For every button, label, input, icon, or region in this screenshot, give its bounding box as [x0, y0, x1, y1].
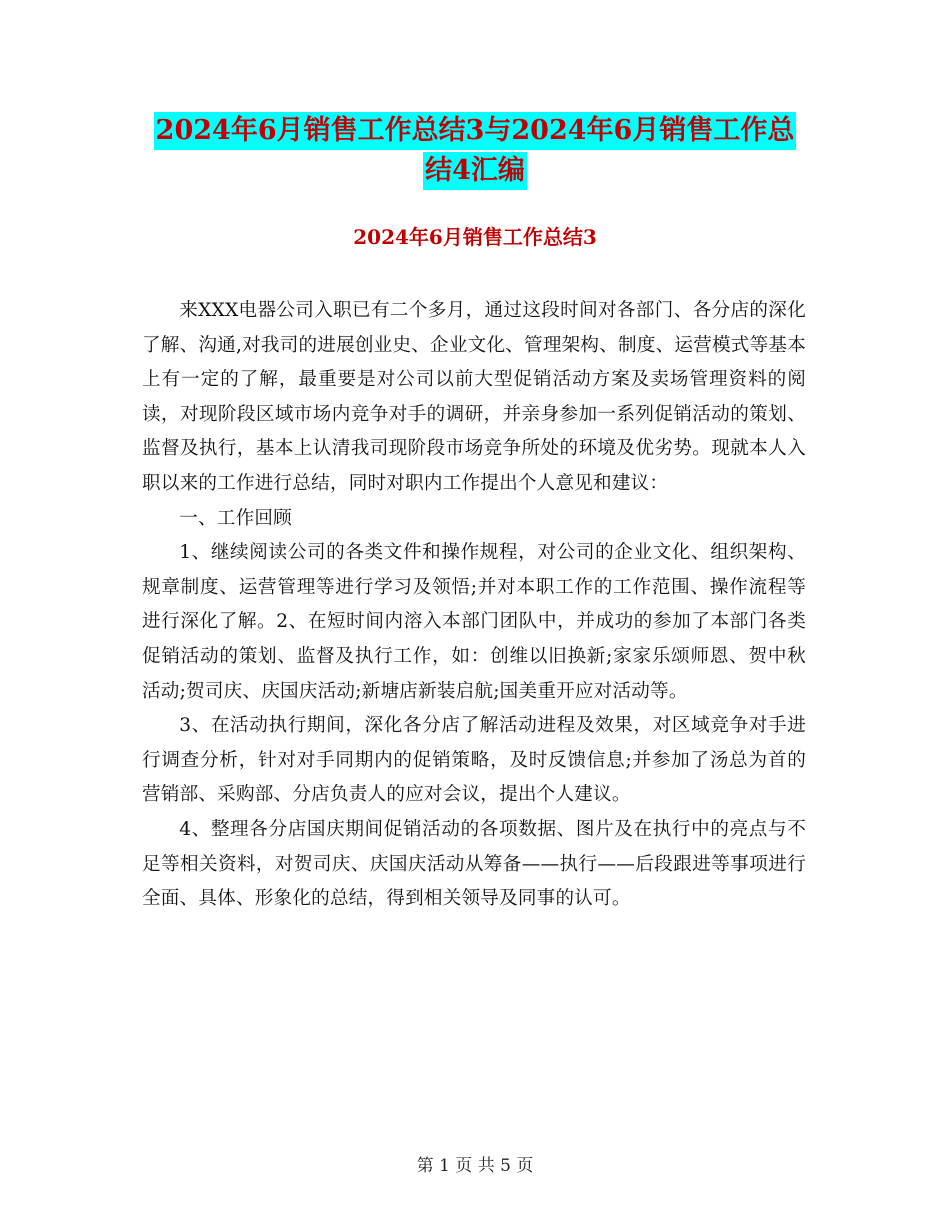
page-footer: 第 1 页 共 5 页 — [416, 1156, 534, 1176]
paragraph-item-3: 3、在活动执行期间，深化各分店了解活动进程及效果，对区域竞争对手进行调查分析，针对对手同期内的促销策略，及时反馈信息;并参加了汤总为首的营销部、采购部、分店负责人的应对会议，提出个人建议。 — [142, 715, 806, 806]
title-line-1: 2024年6月销售工作总结3与2024年6月销售工作总 — [154, 112, 797, 150]
paragraph-item-4: 4、整理各分店国庆期间促销活动的各项数据、图片及在执行中的亮点与不足等相关资料，对贺司庆、庆国庆活动从筹备——执行——后段跟进等事项进行全面、具体、形象化的总结，得到相关领导及同事的认可。 — [142, 818, 806, 910]
paragraph-intro: 来XXX电器公司入职已有二个多月，通过这段时间对各部门、各分店的深化了解、沟通,对我司的进展创业史、企业文化、管理架构、制度、运营模式等基本上有一定的了解，最重要是对公司以前大型促销活动方案及卖场管理资料的阅读，对现阶段区域市场内竞争对手的调研，并亲身参加一系列促销活动的策划、监督及执行，基本上认清我司现阶段市场竞争所处的环境及优劣势。现就本人入职以来的工作进行总结，同时对职内工作提出个人意见和建议： — [142, 300, 806, 494]
document-title — [0, 112, 950, 192]
title-line-2: 结4汇编 — [423, 152, 527, 190]
paragraph-item-1-2: 1、继续阅读公司的各类文件和操作规程，对公司的企业文化、组织架构、规章制度、运营管理等进行学习及领悟;并对本职工作的工作范围、操作流程等进行深化了解。2、在短时间内溶入本部门团队中，并成功的参加了本部门各类促销活动的策划、监督及执行工作，如：创维以旧换新;家家乐颂师恩、贺中秋活动;贺司庆、庆国庆活动;新塘店新装启航;国美重开应对活动等。 — [142, 542, 806, 702]
paragraph-heading-review: 一、工作回顾 — [179, 507, 292, 529]
document-body — [142, 294, 806, 917]
section-title: 2024年6月销售工作总结3 — [353, 225, 597, 249]
